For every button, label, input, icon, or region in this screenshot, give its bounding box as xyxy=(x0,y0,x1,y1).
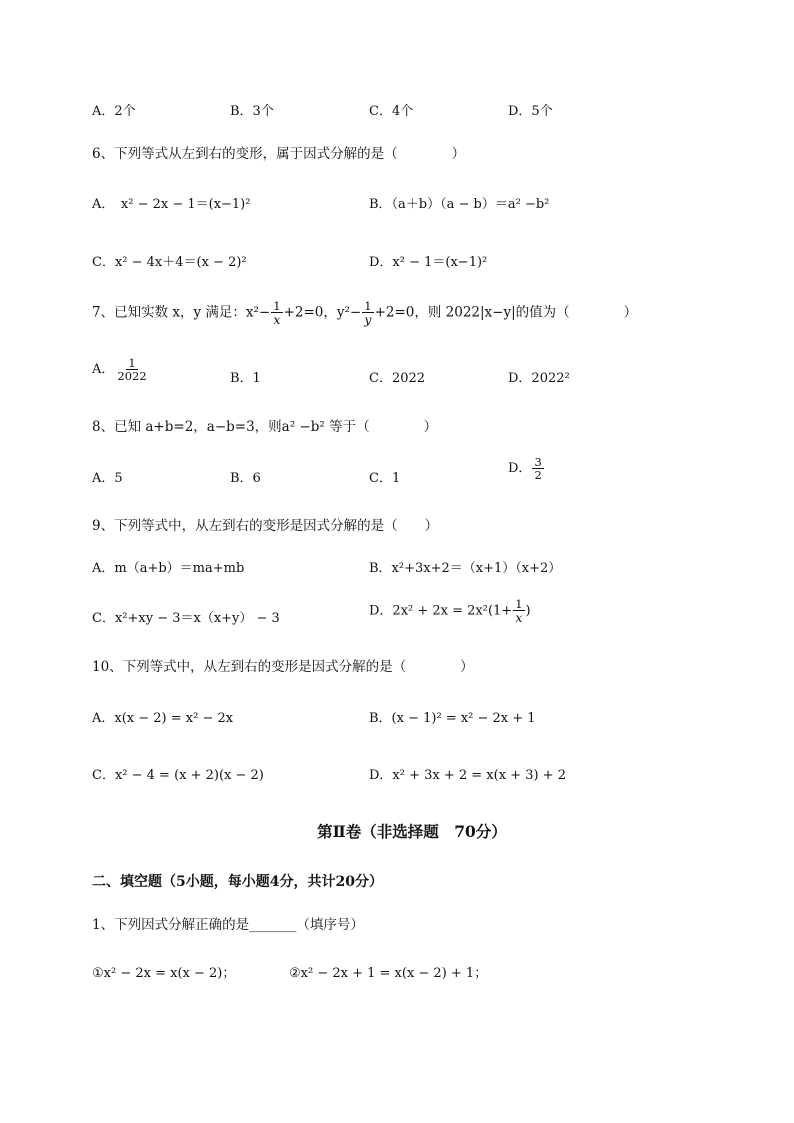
q5-option-b: B．3个 xyxy=(230,104,274,119)
q9-option-c: C．x²+xy − 3＝x（x+y） − 3 xyxy=(92,611,280,626)
q7-option-a-fraction xyxy=(115,357,148,382)
q6-stem: 6、下列等式从左到右的变形，属于因式分解的是（ ） xyxy=(92,146,466,162)
q5-option-a: A．2个 xyxy=(92,104,136,119)
q7-stem xyxy=(92,300,637,326)
q9-option-b: B．x²+3x+2＝（x+1）（x+2） xyxy=(369,561,562,576)
q7-fraction-1-num: 1 xyxy=(273,299,281,313)
q8-option-a: A．5 xyxy=(92,471,123,486)
q9-option-d-num: 1 xyxy=(515,597,523,611)
q8-option-d-den: 2 xyxy=(534,468,542,483)
q10-stem: 10、下列等式中，从左到右的变形是因式分解的是（ ） xyxy=(92,659,474,675)
q6-option-d: D．x² − 1＝(x−1)² xyxy=(369,255,488,270)
q7-stem-prefix: 7、已知实数 x，y 满足：x²− xyxy=(92,304,271,321)
q8-option-d-fraction xyxy=(532,456,543,481)
q9-option-a: A．m（a+b）＝ma+mb xyxy=(92,561,245,576)
q7-fraction-1-den: x xyxy=(273,312,281,328)
fill-in-q1-item-2: ②x² − 2x + 1 = x(x − 2) + 1； xyxy=(289,966,488,981)
q9-option-d-den: x xyxy=(515,610,523,626)
q7-option-a-den: 2022 xyxy=(117,369,147,384)
fill-in-q1-item-1: ①x² − 2x = x(x − 2)； xyxy=(92,966,236,981)
fill-in-section-heading: 二、填空题（5小题，每小题4分，共计20分） xyxy=(92,874,383,890)
q6-option-c: C．x² − 4x＋4＝(x − 2)² xyxy=(92,255,247,270)
q10-option-a: A．x(x − 2) = x² − 2x xyxy=(92,711,234,726)
q9-stem: 9、下列等式中，从左到右的变形是因式分解的是（ ） xyxy=(92,518,439,534)
q10-option-d: D．x² + 3x + 2 = x(x + 3) + 2 xyxy=(369,768,566,783)
q7-option-b: B．1 xyxy=(230,371,261,386)
q6-option-b: B．（a＋b）（a − b）＝a² −b² xyxy=(369,197,550,212)
q9-option-d xyxy=(369,598,531,624)
q9-option-d-fraction xyxy=(513,598,524,624)
q8-option-d-label: D． xyxy=(508,461,532,477)
fill-in-q1-stem: 1、下列因式分解正确的是_______（填序号） xyxy=(92,917,364,933)
q7-fraction-2-den: y xyxy=(364,312,372,328)
q9-option-d-prefix: D．2x² + 2x = 2x²(1+ xyxy=(369,603,513,619)
q8-option-c: C．1 xyxy=(369,471,401,486)
q8-option-b: B．6 xyxy=(230,471,261,486)
q7-option-a-label: A． xyxy=(92,362,115,378)
q7-option-a xyxy=(92,357,150,382)
q7-option-a-num: 1 xyxy=(128,356,136,370)
q5-option-c: C．4个 xyxy=(369,104,414,119)
q8-stem: 8、已知 a+b=2，a−b=3，则a² −b² 等于（ ） xyxy=(92,419,438,435)
q7-fraction-2 xyxy=(362,300,373,326)
q7-fraction-2-num: 1 xyxy=(364,299,372,313)
part2-title: 第Ⅱ卷（非选择题 70分） xyxy=(317,822,507,841)
q7-option-c: C．2022 xyxy=(369,371,426,386)
q8-option-d-num: 3 xyxy=(534,455,542,469)
q5-option-d: D．5个 xyxy=(508,104,553,119)
q7-stem-mid: +2=0，y²− xyxy=(283,304,362,321)
q7-option-d: D．2022² xyxy=(508,371,570,386)
q8-option-d xyxy=(508,456,545,481)
q10-option-c: C．x² − 4 = (x + 2)(x − 2) xyxy=(92,768,264,783)
q7-stem-suffix: +2=0，则 2022|x−y|的值为（ ） xyxy=(374,304,638,321)
q6-option-a: A． x² − 2x − 1＝(x−1)² xyxy=(92,197,251,212)
q10-option-b: B．(x − 1)² = x² − 2x + 1 xyxy=(369,711,536,726)
q7-fraction-1 xyxy=(271,300,282,326)
q9-option-d-suffix: ) xyxy=(525,603,531,619)
